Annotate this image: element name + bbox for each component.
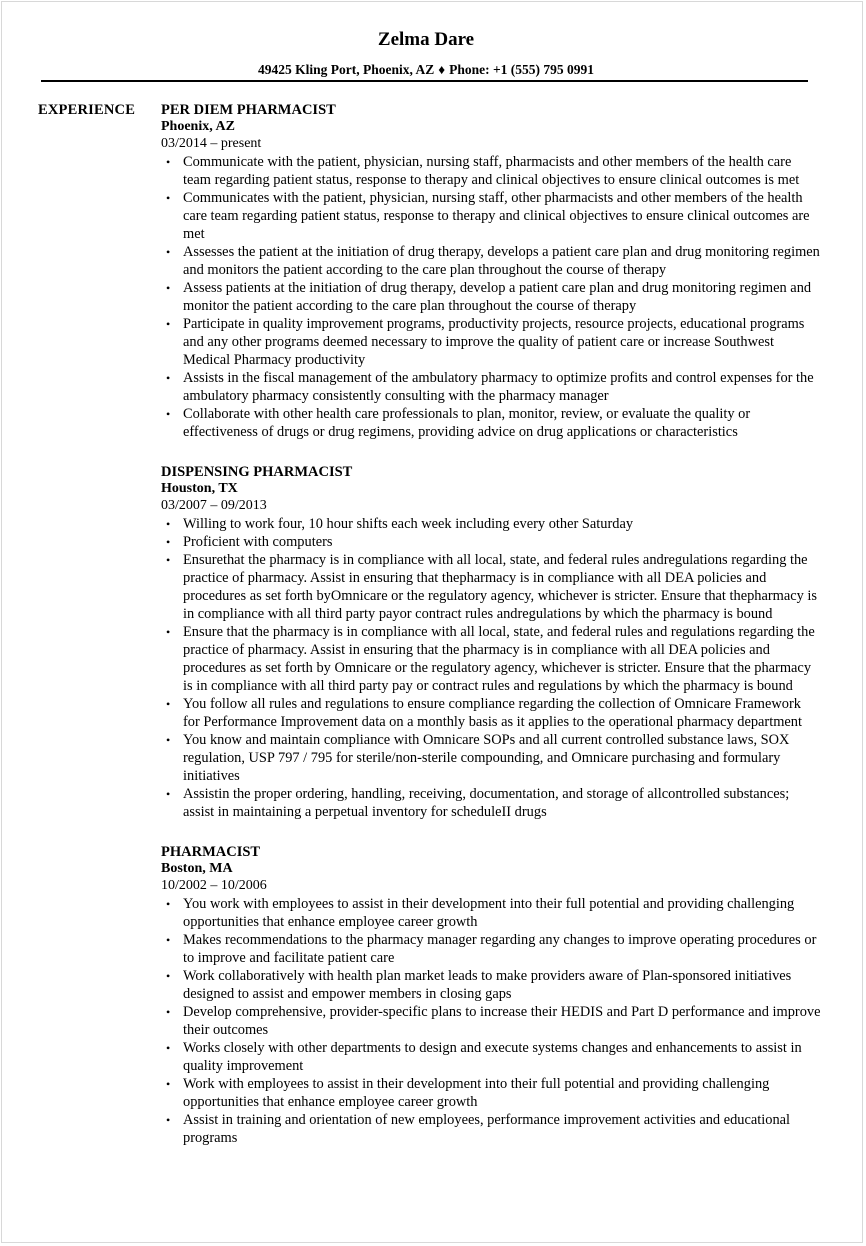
job-entry xyxy=(161,843,821,1147)
header-rule xyxy=(41,80,808,82)
job-title: DISPENSING PHARMACIST xyxy=(161,464,353,480)
candidate-name: Zelma Dare xyxy=(377,29,475,50)
job-location: Phoenix, AZ xyxy=(161,119,235,134)
responsibility-item: • Works closely with other departments to design and execute systems changes and enhancements to assist in quality improvement xyxy=(183,1039,821,1075)
responsibility-item: • Communicate with the patient, physician, nursing staff, pharmacists and other members of the health care team regarding patient status, response to therapy and clinical objectives to ensure clinical outcomes is met xyxy=(183,153,821,189)
responsibility-item: • Assesses the patient at the initiation of drug therapy, develops a patient care plan and drug monitoring regimen and monitors the patient according to the care plan throughout the course of therapy xyxy=(183,243,821,279)
separator-diamond-icon: ♦ xyxy=(438,62,446,77)
contact-line xyxy=(0,61,852,79)
phone: Phone: +1 (555) 795 0991 xyxy=(449,62,595,77)
responsibility-item: • Assists in the fiscal management of the ambulatory pharmacy to optimize profits and control expenses for the ambulatory pharmacy consistently consulting with the pharmacy manager xyxy=(183,369,821,405)
job-dates: 03/2007 – 09/2013 xyxy=(161,498,267,513)
responsibility-item: • Develop comprehensive, provider-specific plans to increase their HEDIS and Part D performance and improve their outcomes xyxy=(183,1003,821,1039)
responsibility-item: • Makes recommendations to the pharmacy manager regarding any changes to improve operating procedures or to improve and facilitate patient care xyxy=(183,931,821,967)
job-title: PHARMACIST xyxy=(161,844,261,860)
section-label-experience: EXPERIENCE xyxy=(38,102,136,118)
job-responsibilities xyxy=(161,895,821,1147)
responsibility-item: • Participate in quality improvement programs, productivity projects, resource projects, educational programs and any other programs deemed necessary to improve the quality of patient care or increase Southwest Medical Pharmacy productivity xyxy=(183,315,821,369)
job-responsibilities xyxy=(161,153,821,441)
responsibility-item: • Work collaboratively with health plan market leads to make providers aware of Plan-sponsored initiatives designed to assist and empower members in closing gaps xyxy=(183,967,821,1003)
responsibility-item: • Collaborate with other health care professionals to plan, monitor, review, or evaluate the quality or effectiveness of drugs or drug regimens, providing advice on drug applications or characteristics xyxy=(183,405,821,441)
responsibility-item: • Work with employees to assist in their development into their full potential and providing challenging opportunities that enhance employee career growth xyxy=(183,1075,821,1111)
address: 49425 Kling Port, Phoenix, AZ xyxy=(257,62,435,77)
responsibility-item: • Proficient with computers xyxy=(183,533,821,551)
job-dates: 03/2014 – present xyxy=(161,136,262,151)
job-dates: 10/2002 – 10/2006 xyxy=(161,878,267,893)
job-entry xyxy=(161,463,821,821)
job-responsibilities xyxy=(161,515,821,821)
job-location: Houston, TX xyxy=(161,481,238,496)
job-location: Boston, MA xyxy=(161,861,233,876)
responsibility-item: • You follow all rules and regulations to ensure compliance regarding the collection of Omnicare Framework for Performance Improvement data on a monthly basis as it applies to the operational pharmacy department xyxy=(183,695,821,731)
responsibility-item: • You work with employees to assist in their development into their full potential and providing challenging opportunities that enhance employee career growth xyxy=(183,895,821,931)
responsibility-item: • Ensurethat the pharmacy is in compliance with all local, state, and federal rules andregulations regarding the practice of pharmacy. Assist in ensuring that thepharmacy is in compliance with all DEA policies and procedures as set forth byOmnicare or the regulatory agency, whichever is stricter. Ensure that thepharmacy is in compliance with all third party payor contract rules andregulations by which the pharmacy is bound xyxy=(183,551,821,623)
job-title: PER DIEM PHARMACIST xyxy=(161,102,336,118)
experience-list xyxy=(161,101,821,1147)
responsibility-item: • Assistin the proper ordering, handling, receiving, documentation, and storage of allcontrolled substances; assist in maintaining a perpetual inventory for scheduleII drugs xyxy=(183,785,821,821)
responsibility-item: • You know and maintain compliance with Omnicare SOPs and all current controlled substance laws, SOX regulation, USP 797 / 795 for sterile/non-sterile compounding, and Omnicare purchasing and formulary initiatives xyxy=(183,731,821,785)
responsibility-item: • Ensure that the pharmacy is in compliance with all local, state, and federal rules and regulations regarding the practice of pharmacy. Assist in ensuring that the pharmacy is in compliance with all DEA policies and procedures as set forth by Omnicare or the regulatory agency, whichever is stricter. Ensure that the pharmacy is in compliance with all third party pay or contract rules and regulations by which the pharmacy is bound xyxy=(183,623,821,695)
responsibility-item: • Willing to work four, 10 hour shifts each week including every other Saturday xyxy=(183,515,821,533)
job-entry xyxy=(161,101,821,441)
responsibility-item: • Assess patients at the initiation of drug therapy, develop a patient care plan and drug monitoring regimen and monitor the patient according to the care plan throughout the course of therapy xyxy=(183,279,821,315)
responsibility-item: • Assist in training and orientation of new employees, performance improvement activities and educational programs xyxy=(183,1111,821,1147)
responsibility-item: • Communicates with the patient, physician, nursing staff, other pharmacists and other members of the health care team regarding patient status, response to therapy and clinical objectives to ensure clinical outcomes are met xyxy=(183,189,821,243)
